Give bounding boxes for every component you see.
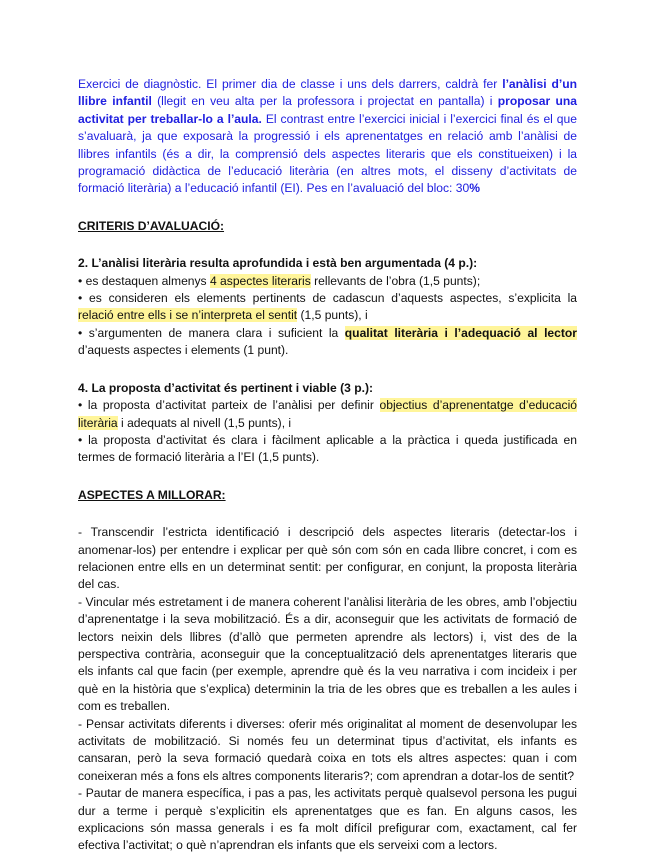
criterion-4-item-2: • la proposta d’activitat és clara i fàcilment aplicable a la pràctica i queda justificada en termes de formació literària a l’EI (1,5 punts). bbox=[78, 432, 577, 465]
improve-item-2: - Vincular més estretament i de manera coherent l’anàlisi literària de les obres, amb l’objectiu d’aprenentatge i la seva mobilització. És a dir, aconseguir que les activitats de formació de lectors neixin dels llibres (d’allò que permeten aprendre als lectors) i, vist des de la perspectiva contrària, aconseguir que la conceptualització dels aprenentatges literaris que els infants cal que facin (per exemple, aprendre què és la veu narrativa i com incideix i per què en la història que s’explica) determinin la tria de les obres que es treballen a les aules i com es treballen. bbox=[78, 594, 577, 714]
intro-paragraph bbox=[78, 76, 577, 198]
improve-item-1: - Transcendir l’estricta identificació i descripció dels aspectes literaris (detectar-los i anomenar-los) per entendre i explicar per què són com són en cada llibre concret, i com es relacionen entre ells en un determinat sentit: per configurar, en conjunt, la proposta literària del cas. bbox=[78, 525, 577, 592]
highlight: objectius d’aprenentatge d’educació literària bbox=[78, 398, 577, 430]
improve-item-3: - Pensar activitats diferents i diverses: oferir més originalitat al moment de desenvolupar les activitats de mobilització. Si només feu un determinat tipus d’activitat, els infants es cansaran, però la seva formació quedarà coixa en tots els altres aspectes: quan i com coneixeran més a fons els altres components literaris?; com aprendran a dotar-los de sentit? bbox=[78, 716, 577, 783]
criteria-heading: CRITERIS D’AVALUACIÓ: bbox=[78, 218, 225, 233]
intro-bold-3: % bbox=[469, 181, 480, 196]
criterion-2-title: 2. L’anàlisi literària resulta aprofundida i està ben argumentada (4 p.): bbox=[78, 256, 478, 271]
improve-item-4: - Pautar de manera específica, i pas a pas, les activitats perquè qualsevol persona les pugui dur a terme i perquè s’explicitin els aprenentatges que es fan. En alguns casos, les explicacions són massa generals i es fa molt difícil prefigurar com, exactament, cal fer efectiva l’activitat; o què n’aprendran els infants que els serveixi com a lectors. bbox=[78, 786, 577, 853]
intro-text-2: (llegit en veu alta per la professora i projectat en pantalla) i bbox=[151, 94, 498, 109]
intro-text-3: El contrast entre l’exercici inicial i l’exercici final és el que s’avaluarà, ja que exposarà la progressió i els aprenentatges en relació amb l’anàlisi de llibres infantils (és a dir, la comprensió dels aspectes literaris que els constitueixen) i la programació didàctica de l’educació literària (en altres mots, el disseny d’activitats de formació literària) a l’educació infantil (EI). Pes en l’avaluació del bloc: 30 bbox=[78, 111, 577, 196]
criterion-4-item-1: • la proposta d’activitat parteix de l’anàlisi per definir objectius d’aprenentatge d’educació literària i adequats al nivell (1,5 punts), i bbox=[78, 398, 577, 430]
improve-heading: ASPECTES A MILLORAR: bbox=[78, 487, 226, 502]
intro-bold-1: l’anàlisi d’un llibre infantil bbox=[78, 77, 577, 109]
intro-bold-2: proposar una activitat per treballar-lo a l’aula. bbox=[78, 94, 577, 126]
criterion-2-item-2: • es consideren els elements pertinents de cadascun d’aquests aspectes, s’explicita la relació entre ells i se n’interpreta el sentit (1,5 punts), i bbox=[78, 291, 577, 323]
intro-text-1: Exercici de diagnòstic. El primer dia de classe i uns dels darrers, caldrà fer bbox=[78, 77, 503, 91]
highlight: qualitat literària i l’adequació al lector bbox=[344, 325, 577, 340]
criterion-4-title: 4. La proposta d’activitat és pertinent i viable (3 p.): bbox=[78, 380, 374, 395]
criterion-2-item-3: • s’argumenten de manera clara i suficient la qualitat literària i l’adequació al lector d’aquests aspectes i elements (1 punt). bbox=[78, 325, 577, 358]
highlight: 4 aspectes literaris bbox=[209, 273, 311, 288]
highlight: relació entre ells i se n’interpreta el sentit bbox=[78, 308, 298, 323]
criterion-2-item-1: • es destaquen almenys 4 aspectes literaris rellevants de l’obra (1,5 punts); bbox=[78, 273, 481, 288]
